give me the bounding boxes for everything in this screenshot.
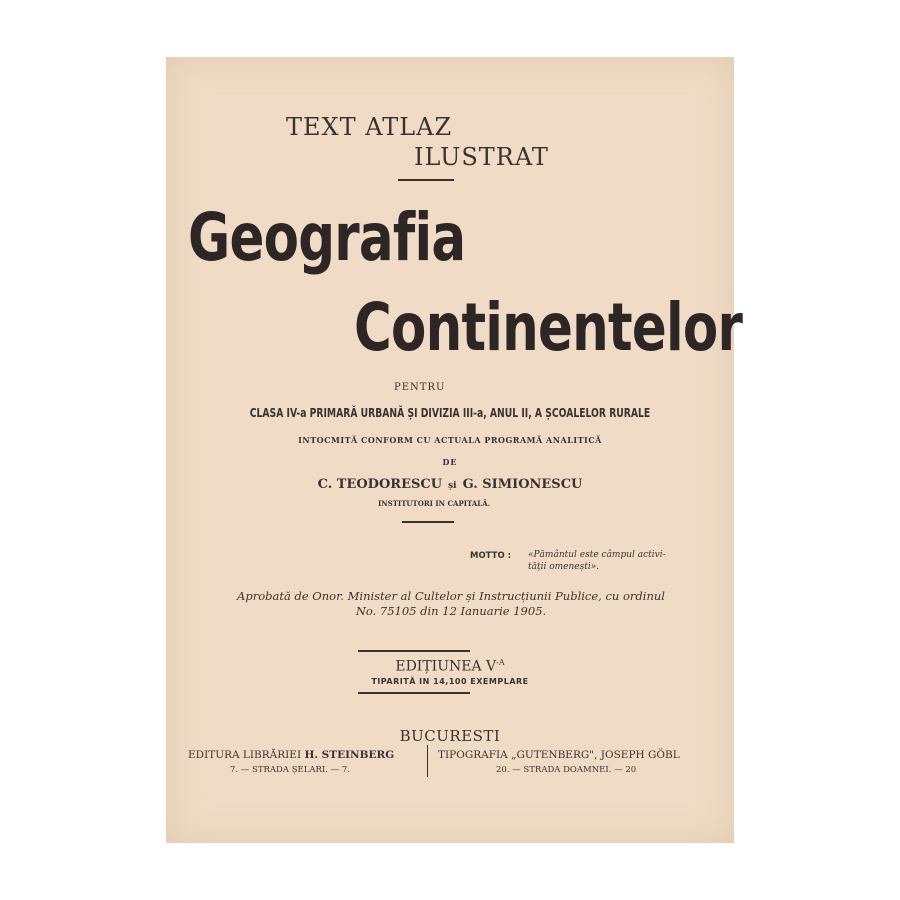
pentru-label: PENTRU [394, 382, 446, 393]
ornament-divider-middle [402, 521, 454, 523]
authors-role: INSTITUTORI IN CAPITALĂ. [378, 499, 491, 508]
publisher-left-name: H. STEINBERG [304, 749, 395, 761]
subtitle-line-2: ILUSTRAT [414, 143, 549, 171]
publisher-separator [427, 745, 428, 777]
book-title-page [166, 57, 743, 843]
motto-label: MOTTO : [470, 551, 512, 561]
edition-rule-top [358, 650, 470, 652]
publisher-right-address: 20. — STRADA DOAMNEI. — 20 [496, 765, 637, 775]
approval-note: Aprobată de Onor. Minister al Cultelor și Instrucțiunii Publice, cu ordinul No. 75105 din 12 Ianuarie 1905. [237, 589, 665, 618]
publisher-left-prefix: EDITURA LIBRĂRIEI [188, 749, 302, 761]
publisher-left [188, 749, 394, 761]
publisher-left-address: 7. — STRADA ȘELARI. — 7. [230, 765, 350, 775]
motto-text: «Pământul este câmpul activi- tății omenești». [528, 550, 666, 572]
de-label: DE [442, 457, 458, 467]
author-1: C. TEODORESCU [317, 477, 443, 492]
authors-line [166, 477, 734, 492]
main-title-line-2: Continentelor [354, 289, 743, 366]
edition-rule-bottom [358, 692, 470, 694]
print-run: TIPARITĂ IN 14,100 EXEMPLARE [371, 677, 529, 686]
author-2: G. SIMIONESCU [462, 477, 583, 492]
subtitle-line-1: TEXT ATLAZ [286, 113, 453, 141]
edition-label: EDIȚIUNEA V [395, 658, 497, 675]
edition-line [166, 658, 734, 675]
city: BUCURESTI [399, 727, 501, 745]
ornament-divider-top [398, 179, 454, 181]
and-conjunction: și [448, 481, 457, 491]
publisher-right: TIPOGRAFIA „GUTENBERG", JOSEPH GÖBL [438, 749, 680, 761]
edition-superscript: -A [496, 658, 505, 667]
main-title-line-1: Geografia [188, 199, 466, 276]
program-note: INTOCMITĂ CONFORM CU ACTUALA PROGRAMĂ ANALITICĂ [298, 435, 602, 445]
class-description: CLASA IV-a PRIMARĂ URBANĂ ȘI DIVIZIA III-a, ANUL II, A ȘCOALELOR RURALE [249, 405, 651, 420]
